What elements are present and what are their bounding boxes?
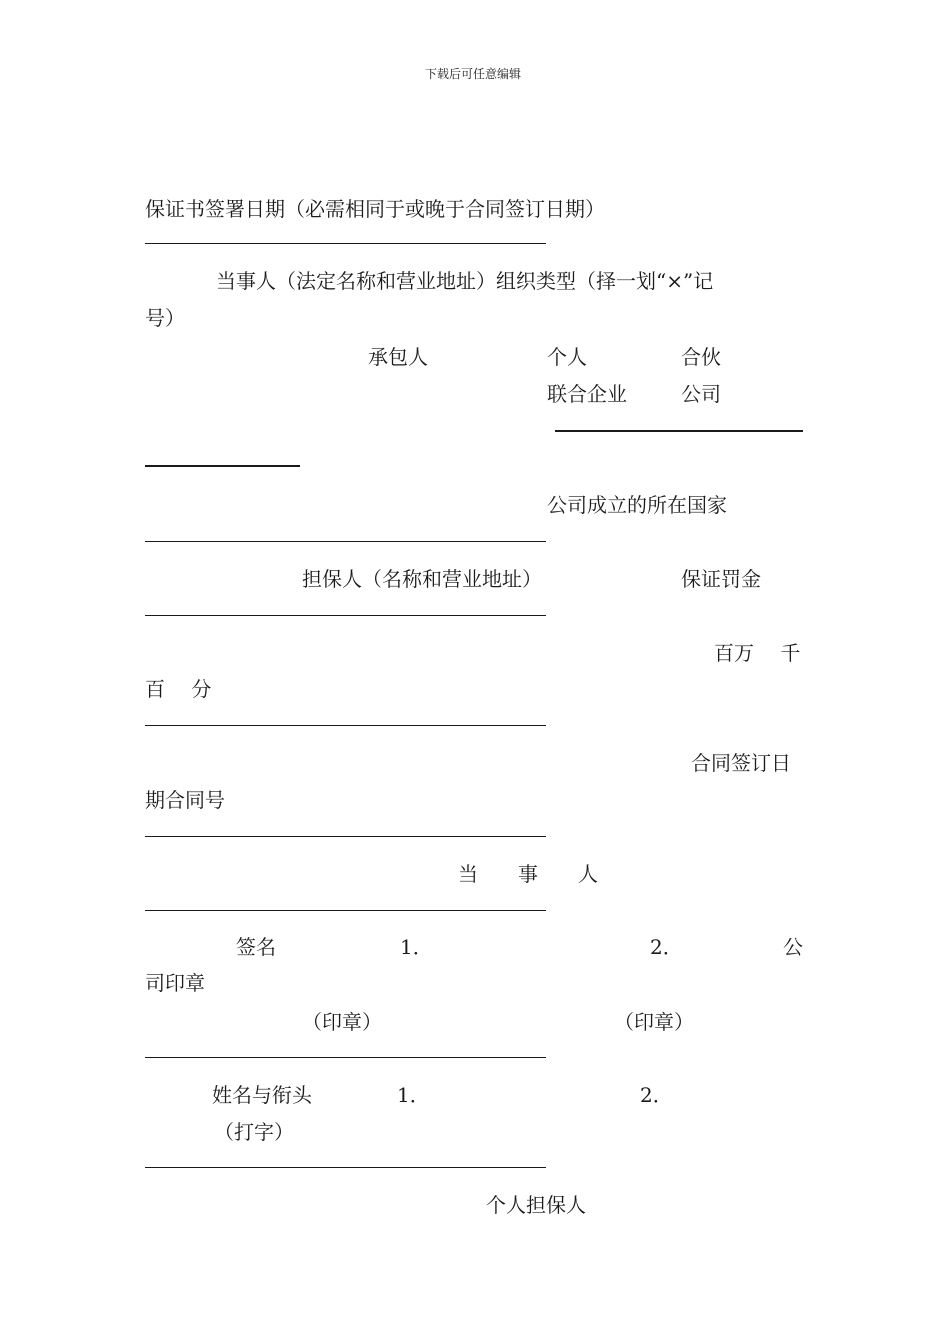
- signature-num-one: 1．: [400, 935, 433, 959]
- amount-line: [145, 725, 546, 726]
- contractor-label: 承包人: [368, 345, 428, 369]
- individual-guarantor-label: 个人担保人: [486, 1193, 586, 1217]
- party-label-line1: 当事人（法定名称和营业地址）组织类型（择一划“×”记: [216, 269, 714, 293]
- company-seal-line1: 公: [783, 935, 803, 959]
- name-num-one: 1．: [397, 1083, 430, 1107]
- parties-heading: 当 事 人: [458, 862, 598, 886]
- header-note: 下载后可任意编辑: [425, 67, 522, 81]
- org-company: 公司: [681, 382, 721, 406]
- contract-line: [145, 836, 546, 837]
- name-title-label: 姓名与衔头: [212, 1083, 312, 1107]
- signature-label: 签名: [236, 935, 276, 959]
- org-type-line: [555, 430, 803, 432]
- incorporation-country-label: 公司成立的所在国家: [547, 493, 727, 517]
- org-type-line-continued: [145, 465, 300, 467]
- name-title-line: [145, 1167, 546, 1168]
- org-partnership: 合伙: [681, 345, 721, 369]
- guarantor-line: [145, 615, 546, 616]
- org-joint-venture: 联合企业: [547, 382, 627, 406]
- seal-line: [145, 1057, 546, 1058]
- amount-row1: 百万 千: [714, 641, 801, 665]
- name-num-two: 2．: [640, 1083, 673, 1107]
- signature-num-two: 2．: [650, 935, 683, 959]
- parties-line: [145, 910, 546, 911]
- company-seal-line2: 司印章: [145, 971, 205, 995]
- incorporation-country-line: [145, 541, 546, 542]
- guarantor-label: 担保人（名称和营业地址）: [302, 567, 542, 591]
- sign-date-label: 保证书签署日期（必需相同于或晚于合同签订日期）: [145, 197, 605, 221]
- contract-date-line2: 期合同号: [145, 788, 225, 812]
- amount-row2: 百 分: [145, 677, 212, 701]
- typed-label: （打字）: [214, 1120, 294, 1144]
- party-label-line2: 号）: [145, 306, 185, 330]
- penalty-label: 保证罚金: [681, 567, 761, 591]
- contract-date-line1: 合同签订日: [691, 751, 791, 775]
- seal-left: （印章）: [302, 1010, 382, 1034]
- sign-date-line: [145, 243, 546, 244]
- seal-right: （印章）: [614, 1010, 694, 1034]
- org-individual: 个人: [547, 345, 587, 369]
